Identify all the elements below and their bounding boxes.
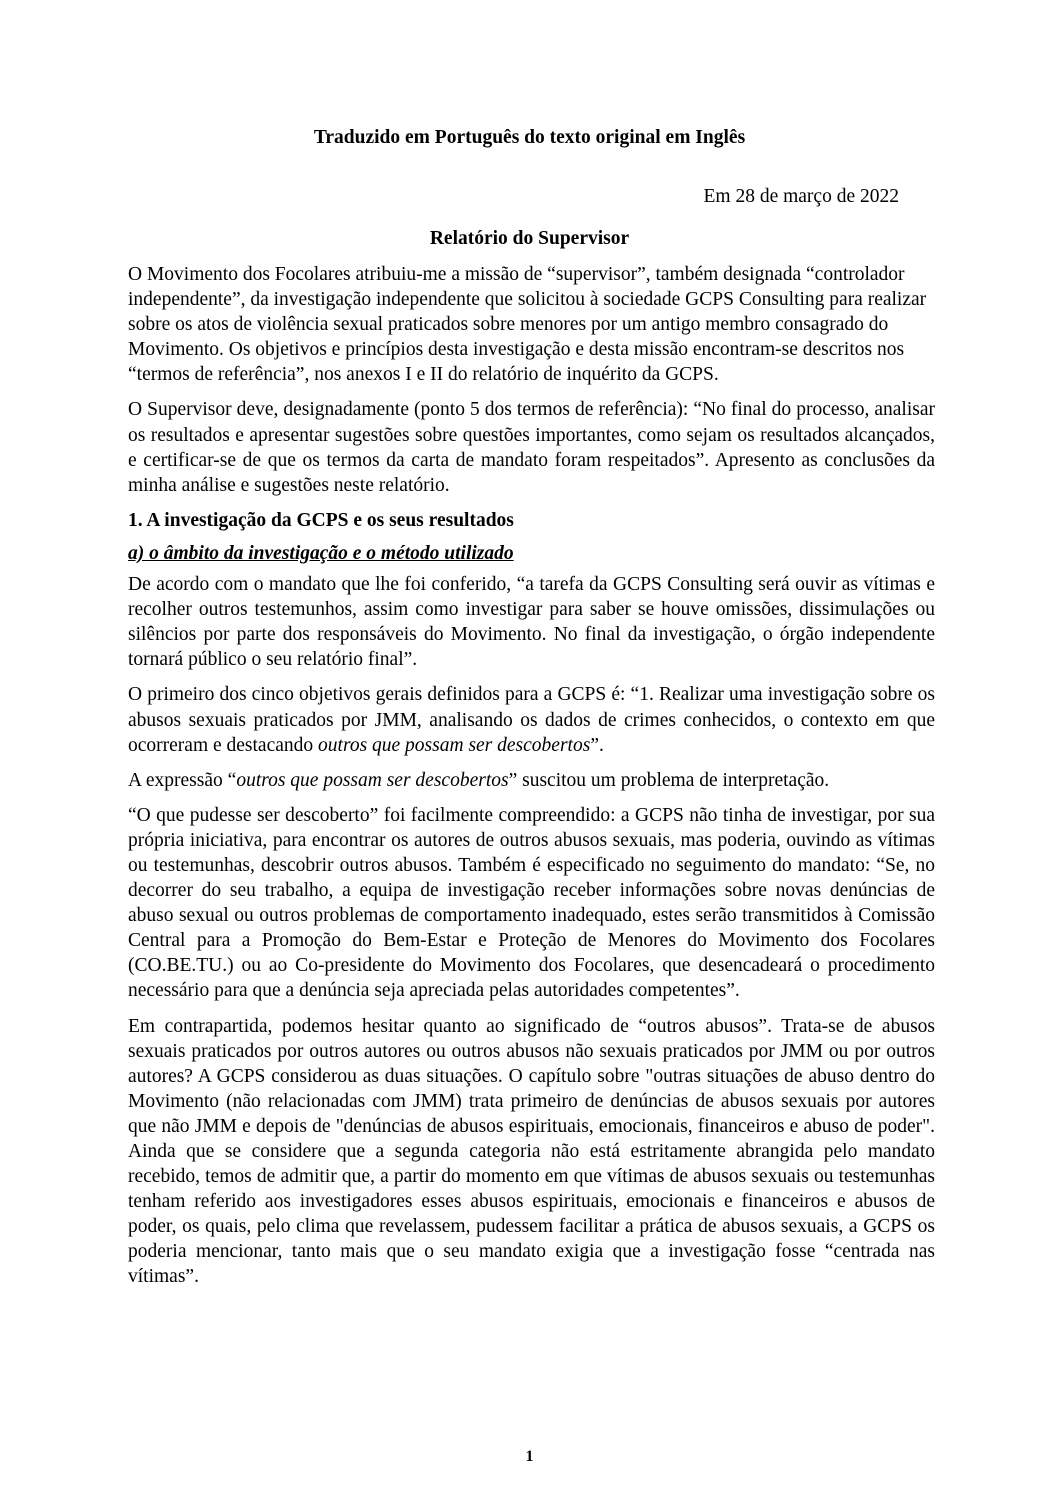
paragraph-objectives-end: ”. xyxy=(590,734,604,756)
section-heading: 1. A investigação da GCPS e os seus resultados xyxy=(128,509,514,531)
section-subheading: a) o âmbito da investigação e o método utilizado xyxy=(128,542,514,564)
paragraph-expression-start: A expressão “ xyxy=(128,769,237,791)
document-date: Em 28 de março de 2022 xyxy=(703,186,899,207)
document-body xyxy=(128,262,935,1300)
translation-note: Traduzido em Português do texto original em Inglês xyxy=(313,127,746,148)
paragraph-supervisor-duty: O Supervisor deve, designadamente (ponto 5 dos termos de referência): “No final do processo, analisar os resultados e apresentar sugestões sobre questões importantes, como sejam os resultados alcançados, e certificar-se de que os termos da carta de mandato foram respeitados”. Apresento as conclusões da minha análise e sugestões neste relatório. xyxy=(128,399,935,496)
paragraph-mandate: De acordo com o mandato que lhe foi conferido, “a tarefa da GCPS Consulting será ouvir as vítimas e recolher outros testemunhos, assim como investigar para saber se houve omissões, dissimulações ou silêncios por parte dos responsáveis do Movimento. No final da investigação, o órgão independente tornará público o seu relatório final”. xyxy=(128,574,935,671)
paragraph-expression xyxy=(128,768,935,793)
paragraph-expression-emphasis: outros que possam ser descobertos xyxy=(236,769,509,791)
paragraph-discovered: “O que pudesse ser descoberto” foi facilmente compreendido: a GCPS não tinha de investigar, por sua própria iniciativa, para encontrar os autores de outros abusos sexuais, mas poderia, ouvindo as vítimas ou testemunhas, descobrir outros abusos. Também é especificado no seguimento do mandato: “Se, no decorrer do seu trabalho, a equipa de investigação receber informações sobre novas denúncias de abuso sexual ou outros problemas de comportamento inadequado, estes serão transmitidos à Comissão Central para a Promoção do Bem-Estar e Proteção de Menores do Movimento dos Focolares (CO.BE.TU.) ou ao Co-presidente do Movimento dos Focolares, que desencadeará o procedimento necessário para que a denúncia seja apreciada pelas autoridades competentes”. xyxy=(128,804,935,1002)
page-number: 1 xyxy=(525,1448,534,1465)
paragraph-intro: O Movimento dos Focolares atribuiu-me a missão de “supervisor”, também designada “controlador independente”, da investigação independente que solicitou à sociedade GCPS Consulting para realizar sobre os atos de violência sexual praticados sobre menores por um antigo membro consagrado do Movimento. Os objetivos e princípios desta investigação e desta missão encontram-se descritos nos “termos de referência”, nos anexos I e II do relatório de inquérito da GCPS. xyxy=(128,264,927,386)
report-title: Relatório do Supervisor xyxy=(429,228,630,249)
paragraph-other-abuses: Em contrapartida, podemos hesitar quanto ao significado de “outros abusos”. Trata-se de abusos sexuais praticados por outros autores ou outros abusos não sexuais praticados por JMM ou por outros autores? A GCPS considerou as duas situações. O capítulo sobre "outras situações de abuso dentro do Movimento (não relacionadas com JMM) trata primeiro de denúncias de abusos sexuais por autores que não JMM e depois de "denúncias de abusos espirituais, emocionais, financeiros e abuso de poder". Ainda que se considere que a segunda categoria não está estritamente abrangida pelo mandato recebido, temos de admitir que, a partir do momento em que vítimas de abusos sexuais ou testemunhas tenham referido aos investigadores esses abusos espirituais, emocionais e financeiros e abusos de poder, os quais, pelo clima que revelassem, pudessem facilitar a prática de abusos sexuais, a GCPS os poderia mencionar, tanto mais que o seu mandato exigia que a investigação fosse “centrada nas vítimas”. xyxy=(128,1015,935,1288)
paragraph-objectives xyxy=(128,682,935,757)
paragraph-objectives-emphasis: outros que possam ser descobertos xyxy=(318,734,591,756)
paragraph-expression-end: ” suscitou um problema de interpretação. xyxy=(508,769,830,791)
paragraph-objectives-text: O primeiro dos cinco objetivos gerais definidos para a GCPS é: “1. Realizar uma investigação sobre os abusos sexuais praticados por JMM, analisando os dados de crimes conhecidos, o contexto em que ocorreram e destacando xyxy=(128,684,935,756)
